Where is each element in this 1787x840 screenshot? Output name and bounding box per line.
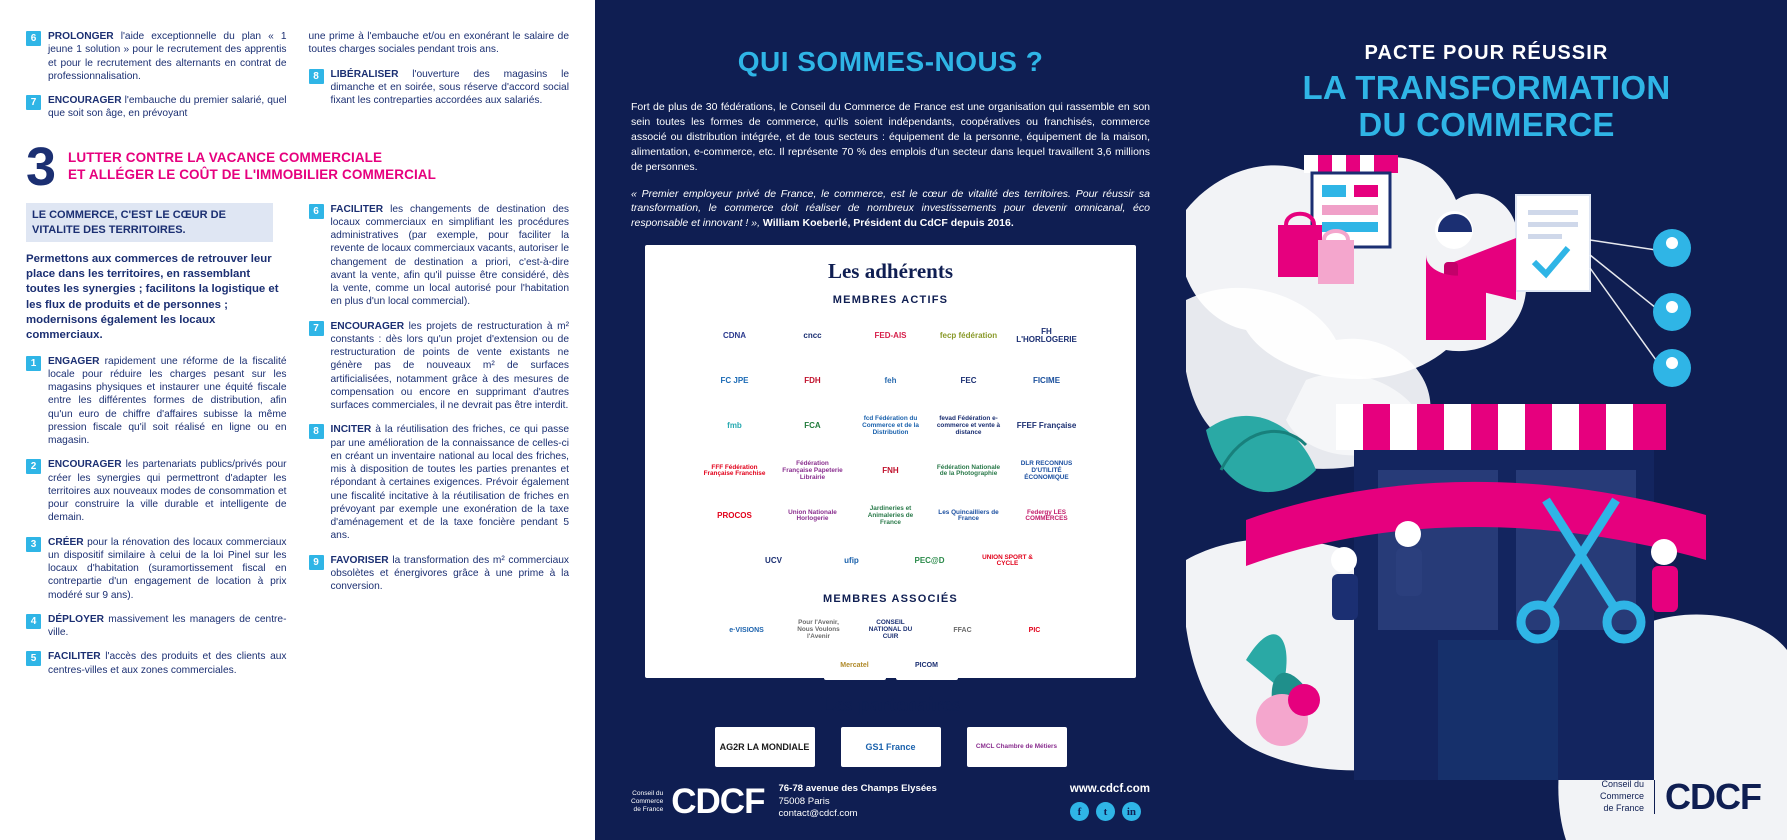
right-title-block [1186,42,1787,144]
member-logo: FC JPE [701,361,769,401]
item-number: 2 [26,459,41,474]
item-body: les partenariats publics/privés pour créer les synergies qui permettront d'adapter les territoires aux nouveaux modes de consommation et pour construire la ville durable et intelligente de demain. [48,459,287,524]
list-item [309,423,570,542]
associate-logo: Pour l'Avenir, Nous Voulons l'Avenir [788,615,850,645]
item-number: 6 [26,31,41,46]
main-heading-line-1: LA TRANSFORMATION [1302,69,1671,106]
member-logo: cncc [779,316,847,356]
top-columns [26,30,569,132]
member-logo: feh [857,361,925,401]
center-panel [595,0,1186,840]
item-number: 6 [309,204,324,219]
item-body: l'ouverture des magasins le dimanche et en soirée, sous réserve d'accord social fixant les contreparties accordées aux salariés. [330,68,569,106]
list-item [26,536,287,602]
member-logo: CDNA [701,316,769,356]
member-logo: FCA [779,406,847,446]
item-lead: FAVORISER [330,554,389,566]
members-title: Les adhérents [827,259,954,284]
item-body: l'aide exceptionnelle du plan « 1 jeune 1 solution » pour le recrutement des apprentis et pour le recrutement des alternants en contrat de professionnalisation. [48,31,287,82]
main-heading [1186,70,1787,144]
quote-paragraph [631,187,1150,232]
web-block [1070,783,1150,821]
members-card [645,245,1136,752]
item-text [331,68,570,108]
item-lead: ENGAGER [48,355,100,367]
cdcf-line-2: Commerce [631,797,664,805]
item-lead: CRÉER [48,536,84,548]
main-column-1 [26,203,287,688]
member-logo: PROCOS [701,496,769,536]
list-item [309,554,570,594]
address-line-2: 75008 Paris [778,795,830,807]
cdcf-wordmark: CDCF [1665,776,1761,817]
highlight-callout: LE COMMERCE, C'EST LE CŒUR DE VITALITE DES TERRITOIRES. [26,203,273,243]
item-lead: FACILITER [330,203,384,215]
section-number: 3 [26,136,57,197]
cdcf-line-2: Commerce [1600,791,1645,802]
item-body: l'accès des produits et des clients aux centres-villes et aux zones commerciales. [48,651,287,676]
member-logo: FH L'HORLOGERIE [1013,316,1081,356]
website-link[interactable]: www.cdcf.com [1069,783,1150,795]
item-text [331,423,570,542]
list-item [26,458,287,524]
continuation-paragraph: une prime à l'embauche et/ou en exonérant le salaire de toutes charges sociales pendant trois ans. [308,31,569,56]
section-title-line-2: ET ALLÉGER LE COÛT DE L'IMMOBILIER COMMERCIAL [68,167,436,183]
members-actifs-subtitle: MEMBRES ACTIFS [832,294,949,307]
member-logo: ufip [818,541,886,581]
facebook-icon[interactable]: f [1070,802,1089,821]
associate-logo: PICOM [896,650,958,680]
contact-email[interactable]: contact@cdcf.com [778,808,858,820]
associate-logo: PIC [1004,615,1066,645]
members-associes-grid [655,615,1126,680]
item-number: 3 [26,537,41,552]
pacte-kicker: PACTE POUR RÉUSSIR [1364,42,1609,64]
cdcf-logo [631,782,764,822]
item-number: 8 [309,424,324,439]
lead-paragraph: Permettons aux commerces de retrouver leur place dans les territoires, en rassemblant toutes les synergies ; facilitons la logistique et les flux de produits et de personnes ; modernisons également les locaux commerciaux. [26,253,279,341]
list-item [26,355,287,448]
left-panel [0,0,595,840]
item-text [48,613,287,640]
cdcf-line-1: Conseil du [1601,779,1645,790]
item-text [331,203,570,309]
section-header [26,136,569,197]
associate-logo: e·VISIONS [716,615,778,645]
member-logo: Jardineries et Animaleries de France [857,496,925,536]
twitter-icon[interactable]: t [1096,802,1115,821]
partner-logo: GS1 France [841,727,941,767]
item-lead: PROLONGER [48,31,114,42]
item-lead: ENCOURAGER [48,459,122,471]
top-column-2 [309,30,570,132]
item-number: 8 [309,69,324,84]
member-logo: fcd Fédération du Commerce et de la Distribution [857,406,925,446]
member-logo: PEC@D [896,541,964,581]
main-columns [26,203,569,688]
list-item [26,30,287,83]
member-logo: FFEF Française [1013,406,1081,446]
member-logo: Les Quincailliers de France [935,496,1003,536]
social-links [1070,802,1150,821]
item-lead: INCITER [330,424,372,436]
item-lead: LIBÉRALISER [330,68,399,80]
member-logo: Fédération Nationale de la Photographie [935,451,1003,491]
member-logo: fecp fédération [935,316,1003,356]
item-text [48,536,287,602]
partner-logo: AG2R LA MONDIALE [715,727,815,767]
item-text [331,554,570,594]
item-number: 7 [26,95,41,110]
item-lead: ENCOURAGER [48,95,122,106]
member-logo: Federgy LES COMMERCES [1013,496,1081,536]
item-text [48,30,287,83]
item-body: les projets de restructuration à m² constants : dès lors qu'un projet d'extension ou de restructuration de points de vente existants ne génère pas de nouveaux m² de surfaces artificialisées, notamment grâce à des mesures de compensation ou encore en supprimant d'autres surfaces commerciales, il ne devrait pas être interdit. [330,320,569,412]
member-logo: FICIME [1013,361,1081,401]
member-logo: FNH [857,451,925,491]
quote-attribution: William Koeberlé, Président du CdCF depuis 2016. [760,217,1014,230]
item-lead: ENCOURAGER [330,320,405,332]
list-item [309,320,570,413]
item-lead: FACILITER [48,651,101,663]
section-title-line-1: LUTTER CONTRE LA VACANCE COMMERCIALE [68,150,383,166]
associate-logo: Mercatel [824,650,886,680]
item-number: 1 [26,356,41,371]
list-item [26,94,287,121]
item-text [331,320,570,413]
partners-row [655,727,1126,767]
member-logo: FFF Fédération Française Franchise [701,451,769,491]
member-logo: Union Nationale Horlogerie [779,496,847,536]
center-footer [595,782,1186,822]
quote-text: « Premier employeur privé de France, le commerce, est le cœur de vitalité des territoires. Pour réussir sa transformation, le commerce doit réaliser de nombreux investissements pour devenir omnicanal, éco responsable et innovant ! », [631,187,1150,230]
member-logo: UCV [740,541,808,581]
associate-logo: FFAC [932,615,994,645]
main-heading-line-2: DU COMMERCE [1358,105,1615,143]
partner-logo: CMCL Chambre de Métiers [967,727,1067,767]
item-text [48,355,287,448]
list-item [309,203,570,309]
item-body: à la réutilisation des friches, ce qui passe par une amélioration de la connaissance de celles-ci en créant un inventaire national au local des friches, mis à disposition de toutes les parties prenantes et répondant à certaines exigences. Prévoir également une fiscalité incitative à la réutilisation de friches en prévoyant par exemple une exonération de la taxe d'aménagement et de la taxe foncière pendant 5 ans. [330,424,569,542]
item-body: pour la rénovation des locaux commerciaux un dispositif similaire à celui de la loi Pinel sur les locaux d'habitation (suramortissement fiscal en contrepartie d'un engagement de location à prix modéré sur 9 ans). [48,536,287,601]
list-item [26,613,287,640]
item-body: la transformation des m² commerciaux obsolètes et énergivores grâce à une prime à la conversion. [330,554,569,593]
section-title [68,150,436,184]
member-logo: fmb [701,406,769,446]
member-logo: FEC [935,361,1003,401]
cdcf-line-3: de France [633,806,664,814]
member-logo: Fédération Française Papeterie Librairie [779,451,847,491]
main-column-2 [309,203,570,688]
item-text [48,458,287,524]
member-logo: DLR RECONNUS D'UTILITÉ ÉCONOMIQUE [1013,451,1081,491]
intro-paragraph: Fort de plus de 30 fédérations, le Conseil du Commerce de France est une organisation qui rassemble en son sein toutes les formes de commerce, qu'ils soient indépendants, coopératives ou franchisés, commerce associé ou distribution intégrée, et de tous secteurs : équipement de la personne, équipement de la maison, alimentation, e-commerce, etc. Il représente 70 % des emplois d'un secteur dans lequel travaillent 3,6 millions de personnes. [631,101,1150,173]
address-line-1: 76-78 avenue des Champs Elysées [778,782,937,794]
logo-divider [1654,780,1655,814]
associate-logo: CONSEIL NATIONAL DU CUIR [860,615,922,645]
cdcf-logo-subtext [1600,779,1644,814]
member-logo: FED-AIS [857,316,925,356]
linkedin-icon[interactable]: in [1122,802,1141,821]
member-logo: UNION SPORT & CYCLE [974,541,1042,581]
item-number: 7 [309,321,324,336]
partners-title: Les partenaires [820,692,960,717]
item-number: 4 [26,614,41,629]
item-lead: DÉPLOYER [48,613,105,625]
item-body: rapidement une réforme de la fiscalité locale pour réduire les charges pesant sur les magasins physiques et instaurer une équité fiscale entre les différentes formes de distribution, afin qu'un euro de chiffre d'affaires subisse la même pression fiscale qu'il soit réalisé en ligne ou en magasin. [48,355,287,447]
cdcf-wordmark: CDCF [671,782,765,821]
members-actifs-grid [655,316,1126,581]
list-item [309,68,570,108]
top-column-1 [26,30,287,132]
item-text [48,94,287,121]
contact-address [778,783,936,822]
cdcf-line-3: de France [1603,802,1645,813]
member-logo: fevad Fédération e-commerce et vente à distance [935,406,1003,446]
right-panel [1186,0,1787,840]
members-associes-subtitle: MEMBRES ASSOCIÉS [823,593,958,606]
item-number: 9 [309,555,324,570]
item-body: l'embauche du premier salarié, quel que soit son âge, en prévoyant [48,95,287,120]
item-number: 5 [26,651,41,666]
member-logo: FDH [779,361,847,401]
right-footer-logo [1600,776,1761,818]
cdcf-logo-subtext [631,790,663,815]
page-title: QUI SOMMES-NOUS ? [737,46,1044,77]
item-body: massivement les managers de centre-ville. [48,613,287,639]
cdcf-line-1: Conseil du [632,789,664,797]
item-body: les changements de destination des locaux commerciaux en simplifiant les procédures administratives (par exemple, pour faciliter la revente de locaux commerciaux vacants, autoriser le changement de destination a priori, c'est-à-dire avant la vente, afin qu'il puisse être considéré, dès la vente, comme un local autorisé pour l'habitation en plus d'un local commercial). [330,203,569,308]
item-text [48,650,287,677]
list-item [26,650,287,677]
